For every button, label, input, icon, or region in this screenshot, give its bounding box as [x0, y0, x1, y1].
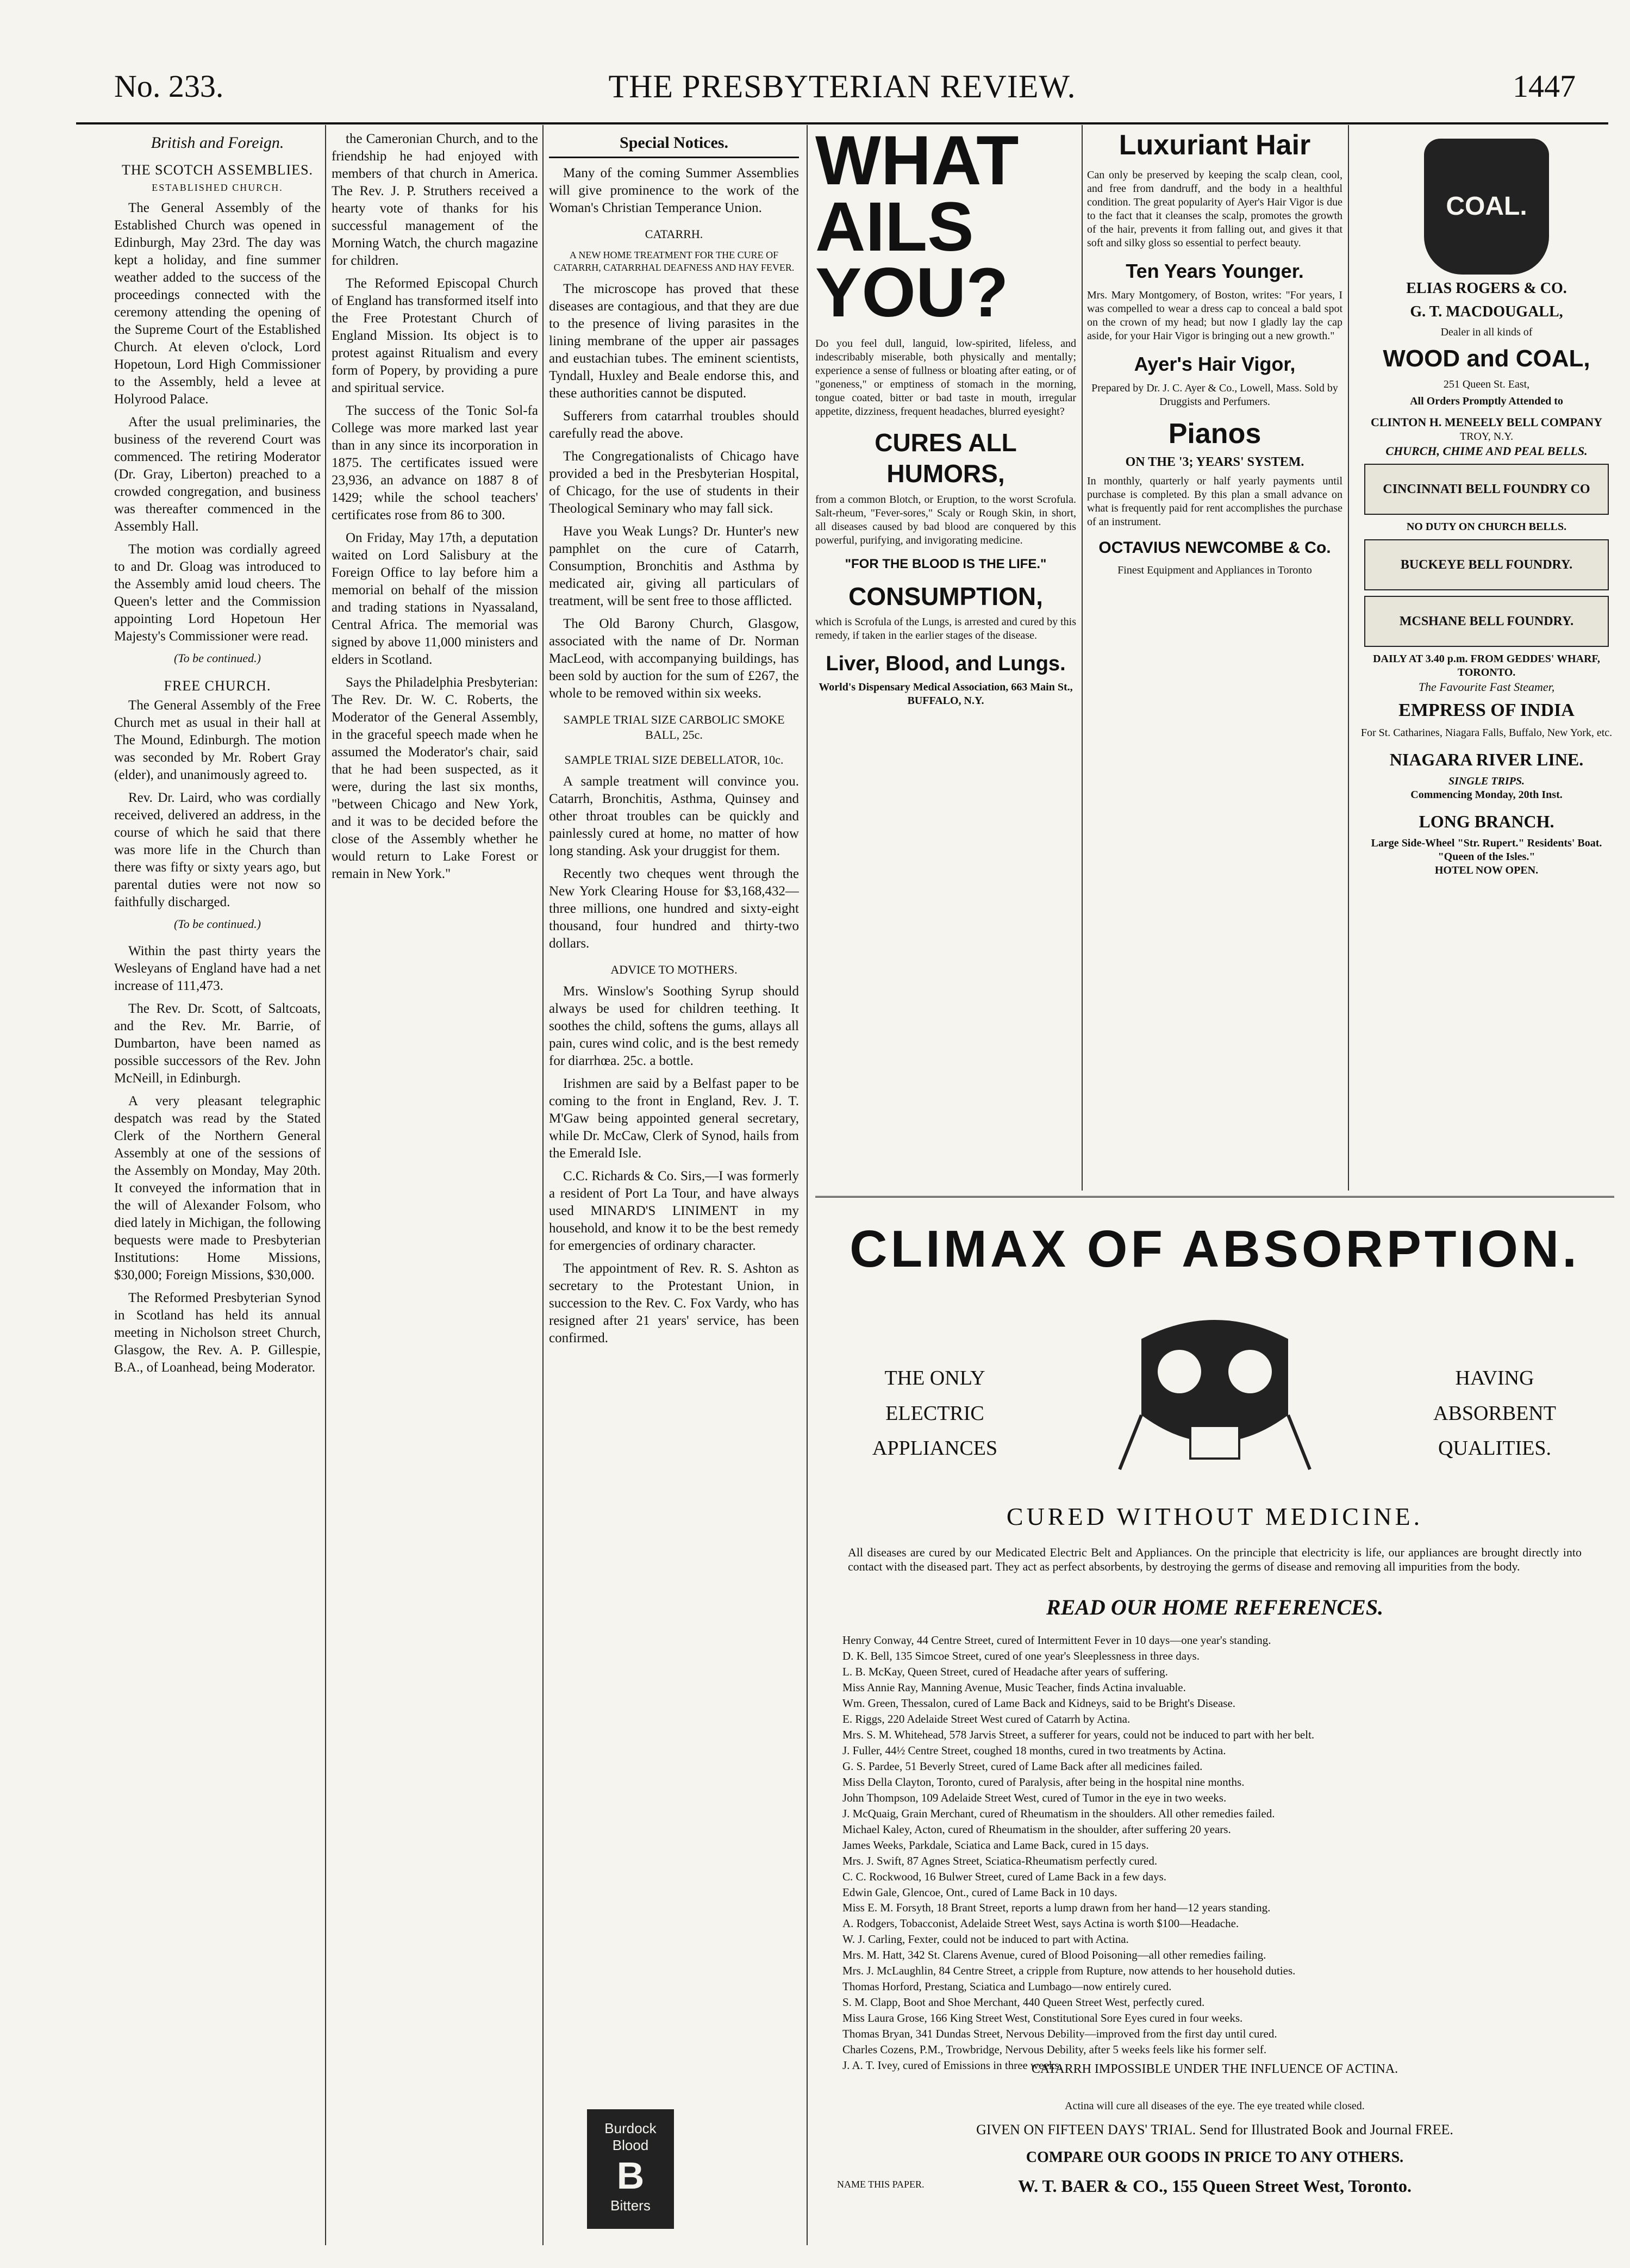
column-rule [1348, 125, 1349, 1191]
reference-item: James Weeks, Parkdale, Sciatica and Lame Back, cured in 15 days. [842, 1838, 1149, 1852]
notice-paragraph: Irishmen are said by a Belfast paper to be coming to the front in England, Rev. J. T. M'Gaw being appointed general secretary, while Dr. McCaw, Clerk of Synod, hails from the Emerald Isle. [549, 1076, 799, 1161]
continued-note: (To be continued.) [174, 651, 261, 665]
column-rule [807, 125, 808, 2245]
notice-heading: CATARRH. [645, 227, 703, 241]
reference-item: Michael Kaley, Acton, cured of Rheumatism in the shoulder, after suffering 20 years. [842, 1822, 1231, 1836]
advert-maker: Prepared by Dr. J. C. Ayer & Co., Lowell, Mass. Sold by Druggists and Perfumers. [1091, 382, 1338, 408]
notice-paragraph: Mrs. Winslow's Soothing Syrup should always be used for children teething. It soothes the child, softens the gums, allays all pain, cures wind colic, and is the best remedy for diarrhœa. 25c. a bottle. [549, 984, 799, 1069]
article-paragraph: The Reformed Episcopal Church of England has transformed itself into the Free Protestant Church of England Mission. Its object is to protest against Ritualism and every form of Popery, by providing a pure and spiritual service. [332, 276, 538, 395]
issue-number: No. 233. [114, 68, 224, 104]
advert-text: Actina will cure all diseases of the eye. The eye treated while closed. [1065, 2100, 1365, 2112]
advert-text: The Favourite Fast Steamer, [1418, 680, 1555, 694]
article-paragraph: The Rev. Dr. Scott, of Saltcoats, and the Rev. Mr. Barrie, of Dumbarton, have been named as possible successors of the Rev. John McNeill, in Edinburgh. [114, 1001, 321, 1086]
reference-item: Wm. Green, Thessalon, cured of Lame Back and Kidneys, said to be Bright's Disease. [842, 1696, 1236, 1710]
reference-item: L. B. McKay, Queen Street, cured of Headache after years of suffering. [842, 1665, 1168, 1678]
column-rule [542, 125, 544, 2245]
advert-text: 251 Queen St. East, [1443, 378, 1530, 390]
notice-paragraph: The microscope has proved that these diseases are contagious, and that they are due to the presence of living parasites in the lining membrane of the upper air passages and eustachian tubes. The eminent scientists, Tyndall, Huxley and Beale endorse this, and these authorities cannot be disputed. [549, 281, 799, 401]
notice-paragraph: Many of the coming Summer Assemblies will give prominence to the work of the Woman's Christian Temperance Union. [549, 166, 799, 216]
advert-address: World's Dispensary Medical Association, 663 Main St., BUFFALO, N.Y. [819, 681, 1073, 707]
advert-company: OCTAVIUS NEWCOMBE & Co. [1098, 539, 1331, 557]
advert-body: In monthly, quarterly or half yearly payments until purchase is completed. By this plan a small advance on what is frequently paid for rent accomplishes the purchase of an instrument. [1087, 475, 1342, 528]
notice-paragraph: The appointment of Rev. R. S. Ashton as secretary to the Protestant Union, in succession to the Rev. C. Fox Vardy, who has resigned after 21 years' service, has been confirmed. [549, 1261, 799, 1346]
continued-note: (To be continued.) [174, 917, 261, 931]
article-paragraph: Within the past thirty years the Wesleyans of England have had a net increase of 111,473. [114, 944, 321, 994]
column-special-notices [549, 130, 799, 2240]
article-paragraph: The General Assembly of the Free Church met as usual in their hall at The Mound, Edinburgh. The motion was seconded by Mr. Robert Gray (elder), and unanimously agreed to. [114, 698, 321, 783]
advert-ayers-hair-vigor [1087, 128, 1342, 889]
reference-item: S. M. Clapp, Boot and Shoe Merchant, 440 Queen Street West, perfectly cured. [842, 1996, 1205, 2009]
advert-subheadline: CATARRH IMPOSSIBLE UNDER THE INFLUENCE OF ACTINA. [1031, 2062, 1398, 2076]
advert-headline: EMPRESS OF INDIA [1398, 700, 1575, 720]
masthead [76, 63, 1608, 124]
bell-foundry-banner: MCSHANE BELL FOUNDRY. [1364, 596, 1609, 647]
reference-item: Miss Laura Grose, 166 King Street West, Constitutional Sore Eyes cured in four weeks. [842, 2011, 1243, 2025]
column-rule [325, 125, 326, 2245]
advert-headline: LONG BRANCH. [1419, 812, 1554, 831]
advert-subheadline: Liver, Blood, and Lungs. [826, 652, 1066, 676]
article-heading: FREE CHURCH. [164, 677, 271, 694]
notice-paragraph: The Old Barony Church, Glasgow, associated with the name of Dr. Norman MacLeod, with accompanying buildings, has been sold by auction for the sum of £267, the whole to be removed within six weeks. [549, 616, 799, 701]
notice-paragraph: Have you Weak Lungs? Dr. Hunter's new pamphlet on the cure of Catarrh, Consumption, Bronchitis and Asthma by medicated air, giving all particulars of treatment, will be sent free to those afflicted. [549, 524, 799, 608]
advert-body: Can only be preserved by keeping the scalp clean, cool, and free from dandruff, and the body in a healthful condition. The great popularity of Ayer's Hair Vigor is due to the fact that it cleanses the scalp, promotes the growth of the hair, prevents it from falling out, and gives it that soft and silky gloss so essential to perfect beauty. [1087, 169, 1342, 249]
advert-what-ails-you [815, 128, 1076, 1161]
reference-item: J. Fuller, 44½ Centre Street, coughed 18 months, cured in two treatments by Actina. [842, 1743, 1226, 1757]
article-paragraph: Rev. Dr. Laird, who was cordially received, delivered an address, in the course of which he said that there was more life in the Church than there was fifty or sixty years ago, but parental duties were not now so faithfully discharged. [114, 790, 321, 910]
page-number: 1447 [1513, 68, 1576, 104]
article-paragraph: The motion was cordially agreed to and Dr. Gloag was introduced to the Assembly amid loud cheers. The Queen's letter and the Commission appointing Lord Hopetoun Her Majesty's Commissioner were read. [114, 541, 321, 644]
advert-text: SINGLE TRIPS. [1448, 775, 1525, 787]
advert-text: COMPARE OUR GOODS IN PRICE TO ANY OTHERS. [1026, 2149, 1404, 2166]
advert-text: Dealer in all kinds of [1440, 326, 1533, 338]
advert-climax-of-absorption [815, 1196, 1614, 2230]
pianos-headline: Pianos [1168, 418, 1261, 450]
advert-left-caption: THE ONLY ELECTRIC APPLIANCES [872, 1367, 998, 1460]
column-rule [1082, 125, 1083, 1191]
article-paragraph: The Reformed Presbyterian Synod in Scotland has held its annual meeting in Nicholson street Church, Glasgow, the Rev. A. P. Gillespie, B.A., of Loanhead, being Moderator. [114, 1291, 321, 1375]
article-paragraph: the Cameronian Church, and to the friendship he had enjoyed with members of that church in America. The Rev. J. P. Struthers received a hearty vote of thanks for his successful management of the Morning Watch, the church magazine for children. [332, 132, 538, 268]
advert-text: All Orders Promptly Attended to [1410, 395, 1563, 407]
notice-paragraph: C.C. Richards & Co. Sirs,—I was formerly a resident of Port La Tour, and have always used MINARD'S LINIMENT in my household, and know it to be the best remedy for emergencies of ordinary character. [549, 1169, 799, 1254]
advert-body: All diseases are cured by our Medicated Electric Belt and Appliances. On the principle that electricity is life, our appliances are brought directly into contact with the diseased part. They act as perfect absorbents, by destroying the germs of disease and removing all impurities from the body. [848, 1546, 1582, 1573]
advert-subheadline: Ten Years Younger. [1126, 260, 1304, 282]
advert-text: NO DUTY ON CHURCH BELLS. [1406, 521, 1567, 533]
advert-text: TROY, N.Y. [1459, 430, 1514, 443]
advert-text: DAILY AT 3.40 p.m. FROM GEDDES' WHARF, TORONTO. [1373, 653, 1600, 678]
reference-item: W. J. Carling, Fexter, could not be induced to part with Actina. [842, 1933, 1129, 1946]
advert-headline: Luxuriant Hair [1119, 129, 1311, 161]
advert-body: from a common Blotch, or Eruption, to the worst Scrofula. Salt-rheum, "Fever-sores," Scaly or Rough Skin, in short, all diseases caused by bad blood are conquered by this powerful, purifying, and invigorating medicine. [815, 493, 1076, 546]
notice-paragraph: The Congregationalists of Chicago have provided a bed in the Presbyterian Hospital, of Chicago, for the use of students in their Theological Seminary who may fall sick. [549, 448, 799, 516]
article-paragraph: A very pleasant telegraphic despatch was read by the Stated Clerk of the Northern General Assembly at one of the sessions of the Assembly on Monday, May 20th. It conveyed the information that in the will of Alexander Folsom, who died lately in Michigan, the following bequests were made to Presbyterian Institutions: Home Missions, $30,000; Foreign Missions, $30,000. [114, 1094, 321, 1283]
reference-item: C. C. Rockwood, 16 Bulwer Street, cured of Lame Back in a few days. [842, 1870, 1167, 1883]
advert-headline: WHAT AILS YOU? [815, 128, 1019, 332]
reference-item: Henry Conway, 44 Centre Street, cured of Intermittent Fever in 10 days—one year's standing. [842, 1634, 1271, 1647]
article-paragraph: The success of the Tonic Sol-fa College was more marked last year than in any since its incorporation in 1875. The certificates issued were 23,936, an advance on 1887 8 of 1429; while the school teachers' certificates rose from 86 to 300. [332, 403, 538, 522]
advert-company: G. T. MACDOUGALL, [1410, 303, 1563, 320]
advert-text: NAME THIS PAPER. [837, 2179, 925, 2190]
sample-offer: SAMPLE TRIAL SIZE DEBELLATOR, 10c. [564, 752, 784, 767]
coal-bucket-logo: COAL. [1424, 139, 1549, 275]
advert-body: which is Scrofula of the Lungs, is arrested and cured by this remedy, if taken in the earlier stages of the disease. [815, 616, 1076, 642]
reference-item: J. A. T. Ivey, cured of Emissions in three weeks. [842, 2059, 1062, 2072]
advert-text: GIVEN ON FIFTEEN DAYS' TRIAL. Send for Illustrated Book and Journal FREE. [976, 2122, 1453, 2138]
reference-item: Miss Annie Ray, Manning Avenue, Music Teacher, finds Actina invaluable. [842, 1680, 1186, 1694]
reference-item: Mrs. M. Hatt, 342 St. Clarens Avenue, cured of Blood Poisoning—all other remedies failing. [842, 1948, 1266, 1962]
notice-paragraph: Recently two cheques went through the New York Clearing House for $3,168,432—three millions, one hundred and sixty-eight thousand, four hundred and thirty-two dollars. [549, 867, 799, 951]
advert-quote: "FOR THE BLOOD IS THE LIFE." [845, 556, 1047, 571]
advert-text: For St. Catharines, Niagara Falls, Buffalo, New York, etc. [1360, 727, 1613, 739]
advert-column-right [1353, 128, 1620, 1215]
advert-text: HOTEL NOW OPEN. [1434, 864, 1539, 876]
reference-item: Mrs. J. Swift, 87 Agnes Street, Sciatica-Rheumatism perfectly cured. [842, 1854, 1158, 1867]
reference-item: Mrs. J. McLaughlin, 84 Centre Street, a cripple from Rupture, now attends to her household duties. [842, 1964, 1296, 1978]
reference-item: Mrs. S. M. Whitehead, 578 Jarvis Street, a sufferer for years, could not be induced to part with her belt. [842, 1728, 1315, 1741]
advert-headline: WOOD and COAL, [1383, 345, 1590, 372]
advert-text: CHURCH, CHIME AND PEAL BELLS. [1385, 444, 1588, 458]
advert-right-caption: HAVING ABSORBENT QUALITIES. [1433, 1367, 1556, 1460]
advert-text: Large Side-Wheel "Str. Rupert." Residents' Boat. "Queen of the Isles." [1371, 837, 1602, 863]
advert-tagline: Finest Equipment and Appliances in Toronto [1117, 564, 1312, 576]
reference-item: Thomas Horford, Prestang, Sciatica and Lumbago—now entirely cured. [842, 1980, 1172, 1993]
advert-company: ELIAS ROGERS & CO. [1406, 280, 1567, 297]
notice-heading: ADVICE TO MOTHERS. [610, 963, 738, 977]
reference-item: A. Rodgers, Tobacconist, Adelaide Street West, says Actina is worth $100—Headache. [842, 1917, 1239, 1930]
reference-item: Charles Cozens, P.M., Trowbridge, Nervous Debility, after 5 weeks feels like his former self. [842, 2043, 1267, 2057]
article-paragraph: On Friday, May 17th, a deputation waited on Lord Salisbury at the Foreign Office to lay before him a memorial on behalf of the mission and trading stations in Nyassaland, Central Africa. The memorial was signed by above 11,000 ministers and elders in Scotland. [332, 531, 538, 667]
column-british-foreign [114, 130, 321, 2240]
publication-title: THE PRESBYTERIAN REVIEW. [608, 68, 1076, 104]
reference-item: G. S. Pardee, 51 Beverly Street, cured of Lame Back after all medicines failed. [842, 1759, 1203, 1773]
reference-item: Edwin Gale, Glencoe, Ont., cured of Lame Back in 10 days. [842, 1885, 1117, 1899]
advert-company: CLINTON H. MENEELY BELL COMPANY [1370, 415, 1602, 429]
article-paragraph: After the usual preliminaries, the business of the reverend Court was commenced. The retiring Moderator (Dr. Gray, Liberton) preached to a crowded congregation, and business was thereafter commenced in the Assembly Hall. [114, 414, 321, 534]
article-subheading: ESTABLISHED CHURCH. [152, 182, 283, 193]
notice-paragraph: A sample treatment will convince you. Catarrh, Bronchitis, Asthma, Quinsey and other throat troubles can be quickly and painlessly cured at home, no matter of how long standing. Ask your druggist for them. [549, 774, 799, 859]
reference-item: J. McQuaig, Grain Merchant, cured of Rheumatism in the shoulders. All other remedies failed. [842, 1806, 1275, 1820]
article-paragraph: The General Assembly of the Established Church was opened in Edinburgh, May 23rd. The day was kept a holiday, and fine summer weather added to the success of the proceedings connected with the ceremony attending the opening of the Supreme Court of the Established Church. At eleven o'clock, Lord Hopetoun, Lord High Commissioner to the Assembly, held a levee at Holyrood Palace. [114, 200, 321, 407]
references-heading: READ OUR HOME REFERENCES. [1046, 1595, 1384, 1619]
reference-item: E. Riggs, 220 Adelaide Street West cured of Catarrh by Actina. [842, 1712, 1131, 1725]
notice-subheading: A NEW HOME TREATMENT FOR THE CURE OF CATARRH, CATARRHAL DEAFNESS AND HAY FEVER. [553, 249, 795, 273]
advert-headline: CLIMAX OF ABSORPTION. [850, 1220, 1580, 1278]
article-paragraph: Says the Philadelphia Presbyterian: The Rev. Dr. W. C. Roberts, the Moderator of the General Assembly, in the graceful speech made when he assumed the Moderator's chair, said that he had been suspected, as it were, during the last six months, "between Chicago and New York, and it was to be decided before the close of the Assembly whether he would return to Lake Forest or remain in New York." [332, 675, 538, 881]
advert-text: Commencing Monday, 20th Inst. [1410, 789, 1563, 801]
bell-foundry-banner: CINCINNATI BELL FOUNDRY CO [1364, 464, 1609, 515]
reference-item: Miss E. M. Forsyth, 18 Brant Street, reports a lump drawn from her hand—12 years standing. [842, 1901, 1271, 1915]
notice-paragraph: Sufferers from catarrhal troubles should carefully read the above. [549, 408, 799, 441]
reference-item: John Thompson, 109 Adelaide Street West, cured of Tumor in the eye in two weeks. [842, 1791, 1227, 1804]
advert-subheadline: CURED WITHOUT MEDICINE. [1006, 1503, 1423, 1530]
advert-product-name: Ayer's Hair Vigor, [1134, 353, 1296, 375]
reference-item: Thomas Bryan, 341 Dundas Street, Nervous Debility—improved from the first day until cured. [842, 2027, 1277, 2041]
bell-foundry-banner: BUCKEYE BELL FOUNDRY. [1364, 539, 1609, 590]
advert-body: Do you feel dull, languid, low-spirited, lifeless, and indescribably miserable, both physically and mentally; experience a sense of fullness or bloating after eating, or of "goneness," or emptiness of stomach in the morning, tongue coated, bitter or bad taste in mouth, irregular appetite, dizziness, frequent headaches, blurred eyesight? [815, 337, 1076, 418]
reference-item: D. K. Bell, 135 Simcoe Street, cured of one year's Sleeplessness in three days. [842, 1649, 1200, 1662]
burdock-bitters-logo: Burdock Blood B Bitters [587, 2109, 674, 2229]
sample-offer: SAMPLE TRIAL SIZE CARBOLIC SMOKE BALL, 25c. [563, 712, 785, 742]
references-list [842, 1633, 1587, 2073]
reference-item: Miss Della Clayton, Toronto, cured of Paralysis, after being in the hospital nine months. [842, 1775, 1245, 1789]
electric-belt-illustration [1109, 1306, 1321, 1491]
section-title: British and Foreign. [151, 134, 284, 152]
advert-subheadline: CONSUMPTION, [848, 582, 1043, 610]
advert-subheadline: CURES ALL HUMORS, [875, 428, 1017, 488]
article-heading: THE SCOTCH ASSEMBLIES. [121, 162, 314, 178]
section-title: Special Notices. [549, 133, 799, 158]
pianos-subheadline: ON THE '3; YEARS' SYSTEM. [1125, 455, 1304, 469]
advert-headline: NIAGARA RIVER LINE. [1389, 750, 1584, 769]
advert-body: Mrs. Mary Montgomery, of Boston, writes: "For years, I was compelled to wear a dress cap to conceal a bald spot on the crown of my head; but now I gladly lay the cap aside, for your Hair Vigor is bringing out a new growth." [1087, 289, 1342, 342]
advert-footer-address: W. T. BAER & CO., 155 Queen Street West, Toronto. [1018, 2176, 1412, 2196]
column-continued-news [332, 130, 538, 2240]
